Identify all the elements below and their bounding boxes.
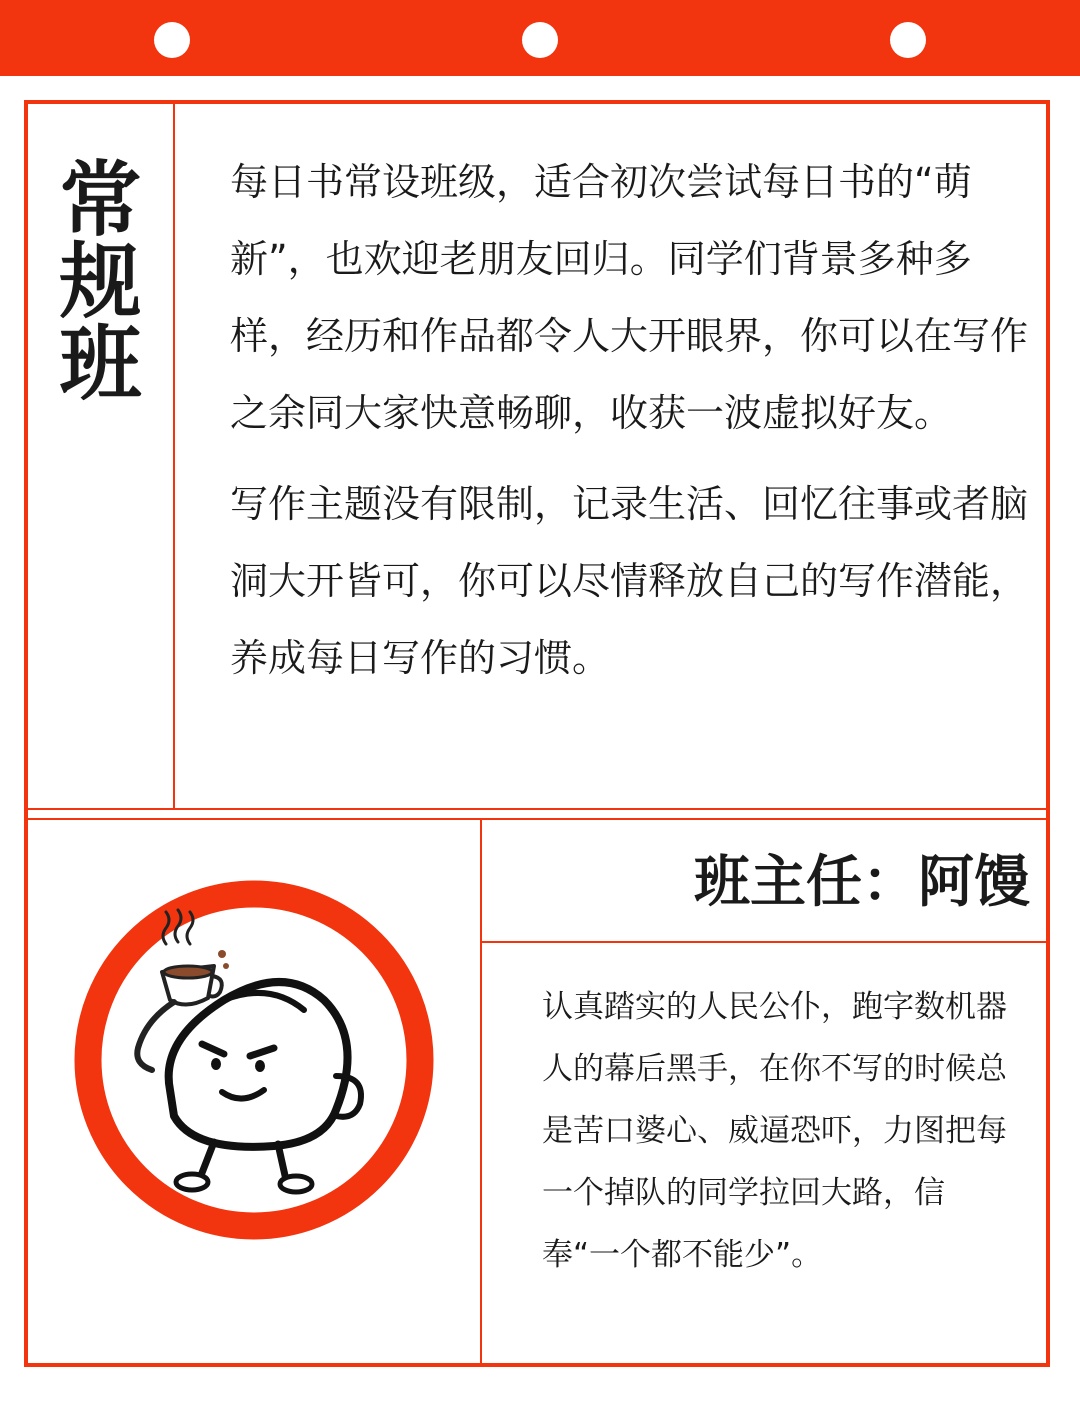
divider-vertical-bottom bbox=[480, 820, 482, 1367]
divider-horizontal bbox=[28, 818, 1046, 820]
binder-hole bbox=[154, 22, 190, 58]
divider-horizontal bbox=[28, 808, 1046, 810]
class-title: 常规班 bbox=[46, 156, 142, 402]
intro-paragraph: 写作主题没有限制，记录生活、回忆往事或者脑洞大开皆可，你可以尽情释放自己的写作潜能，养成每日写作的习惯。 bbox=[230, 482, 1029, 680]
intro-paragraph: 每日书常设班级，适合初次尝试每日书的“萌新”，也欢迎老朋友回归。同学们背景多种多样，经历和作品都令人大开眼界，你可以在写作之余同大家快意畅聊，收获一波虚拟好友。 bbox=[230, 160, 1029, 435]
steamed-bun-mascot-with-coffee-icon bbox=[74, 880, 434, 1240]
binder-hole bbox=[890, 22, 926, 58]
binder-hole bbox=[522, 22, 558, 58]
teacher-name: 班主任：阿馒 bbox=[694, 849, 1030, 915]
class-intro bbox=[230, 144, 1036, 711]
class-info-card bbox=[24, 100, 1050, 1367]
divider-under-name bbox=[482, 941, 1046, 943]
divider-vertical-top bbox=[173, 104, 175, 808]
teacher-bio: 认真踏实的人民公仆，跑字数机器人的幕后黑手，在你不写的时候总是苦口婆心、威逼恐吓，力图把每一个掉队的同学拉回大路，信奉“一个都不能少”。 bbox=[542, 989, 1007, 1273]
top-binder-band bbox=[0, 0, 1080, 76]
